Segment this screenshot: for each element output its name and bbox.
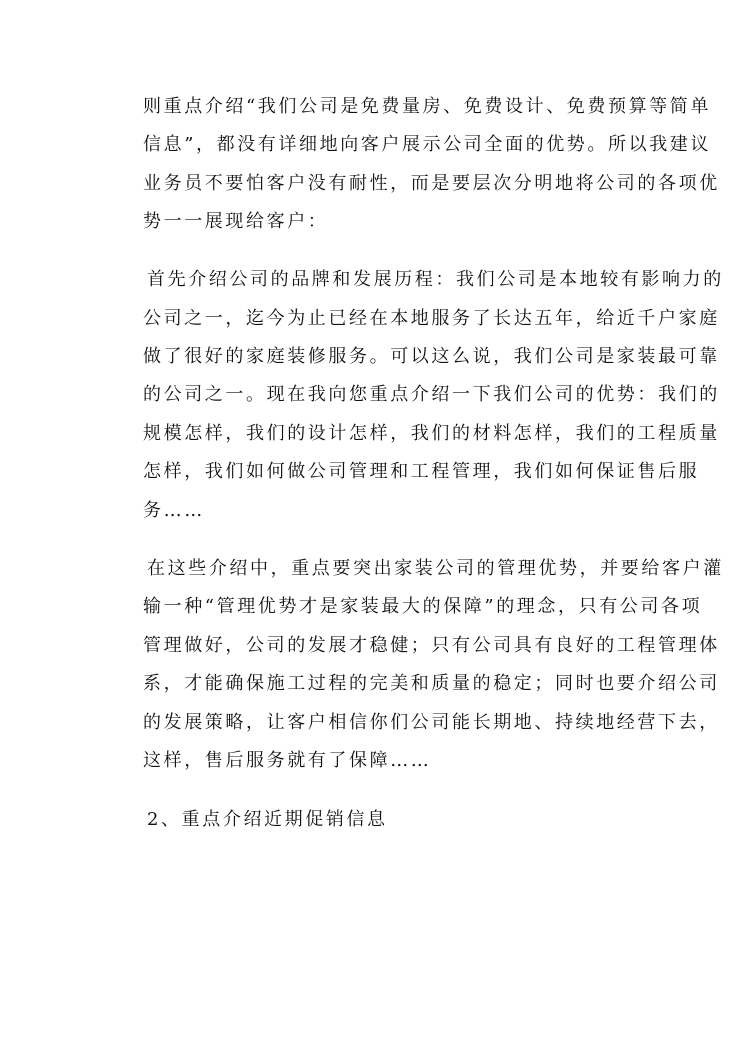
section-heading-promotions: 2、重点介绍近期促销信息 bbox=[147, 809, 388, 830]
paragraph-2-line-6: 怎样，我们如何做公司管理和工程管理，我们如何保证售后服 bbox=[143, 461, 700, 482]
paragraph-1-line-2: 信息”，都没有详细地向客户展示公司全面的优势。所以我建议 bbox=[143, 134, 711, 155]
paragraph-2-line-1: 首先介绍公司的品牌和发展历程：我们公司是本地较有影响力的 bbox=[147, 269, 724, 290]
paragraph-2-line-4: 的公司之一。现在我向您重点介绍一下我们公司的优势：我们的 bbox=[143, 384, 720, 405]
paragraph-1-line-4: 势一一展现给客户： bbox=[143, 211, 329, 232]
paragraph-3-line-2: 输一种“管理优势才是家装最大的保障”的理念，只有公司各项 bbox=[143, 596, 703, 617]
paragraph-2-line-2: 公司之一，迄今为止已经在本地服务了长达五年，给近千户家庭 bbox=[143, 308, 720, 329]
paragraph-2-line-5: 规模怎样，我们的设计怎样，我们的材料怎样，我们的工程质量 bbox=[143, 423, 720, 444]
paragraph-1-line-3: 业务员不要怕客户没有耐性，而是要层次分明地将公司的各项优 bbox=[143, 173, 720, 194]
paragraph-1-line-1: 则重点介绍“我们公司是免费量房、免费设计、免费预算等简单 bbox=[143, 96, 711, 117]
paragraph-3-line-6: 这样，售后服务就有了保障…… bbox=[143, 750, 432, 771]
paragraph-2-line-3: 做了很好的家庭装修服务。可以这么说，我们公司是家装最可靠 bbox=[143, 346, 720, 367]
paragraph-3-line-5: 的发展策略，让客户相信你们公司能长期地、持续地经营下去， bbox=[143, 712, 720, 733]
paragraph-3-line-1: 在这些介绍中，重点要突出家装公司的管理优势，并要给客户灌 bbox=[147, 558, 724, 579]
paragraph-2-line-7: 务…… bbox=[143, 500, 205, 521]
paragraph-3-line-3: 管理做好，公司的发展才稳健；只有公司具有良好的工程管理体 bbox=[143, 635, 720, 656]
paragraph-3-line-4: 系，才能确保施工过程的完美和质量的稳定；同时也要介绍公司 bbox=[143, 673, 720, 694]
